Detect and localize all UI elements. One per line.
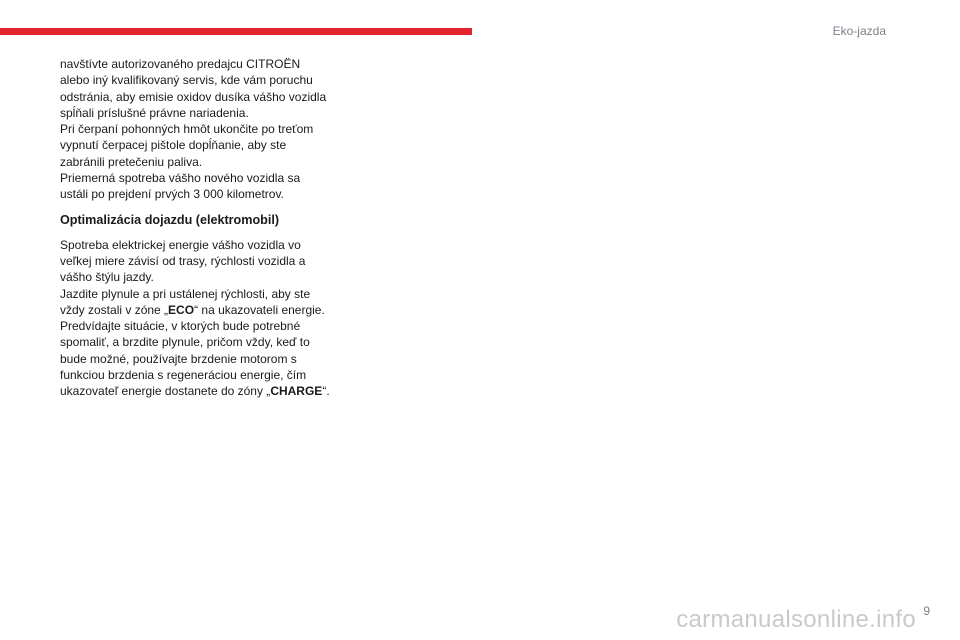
text-run: Jazdite plynule a pri ustálenej rýchlosti, aby ste vždy zostali v zóne „ (60, 286, 311, 317)
text-run: Predvídajte situácie, v ktorých bude potrebné spomaliť, a brzdite plynule, pričom vždy, keď to bude možné, používajte brzdenie motorom s funkciou brzdenia s regeneráciou energie, čím ukazovateľ energie dostanete do zóny „ (60, 319, 310, 399)
eco-label: ECO (168, 302, 195, 317)
paragraph: Pri čerpaní pohonných hmôt ukončite po treťom vypnutí čerpacej pištole dopĺňanie, aby ste zabránili pretečeniu paliva. (60, 122, 314, 169)
text-run: “. (322, 384, 330, 399)
text-run: “ na ukazovateli energie. (194, 302, 325, 317)
section-title: Eko-jazda (832, 24, 886, 38)
paragraph: Spotreba elektrickej energie vášho vozidla vo veľkej miere závisí od trasy, rýchlosti vozidla a vášho štýlu jazdy. (60, 237, 306, 285)
page-number: 9 (923, 604, 930, 618)
paragraph: navštívte autorizovaného predajcu CITROËN alebo iný kvalifikovaný servis, kde vám poruchu odstránia, aby emisie oxidov dusíka vášho vozidla spĺňali príslušné právne nariadenia. (60, 57, 327, 120)
section-heading: Optimalizácia dojazdu (elektromobil) (60, 212, 280, 227)
watermark: carmanualsonline.info (676, 606, 916, 633)
paragraph (60, 318, 330, 399)
paragraph (60, 286, 330, 319)
charge-label: CHARGE (270, 384, 323, 399)
page-content (60, 56, 330, 400)
paragraph: Priemerná spotreba vášho nového vozidla sa ustáli po prejdení prvých 3 000 kilometrov. (60, 171, 301, 202)
header-accent-bar (0, 28, 472, 35)
